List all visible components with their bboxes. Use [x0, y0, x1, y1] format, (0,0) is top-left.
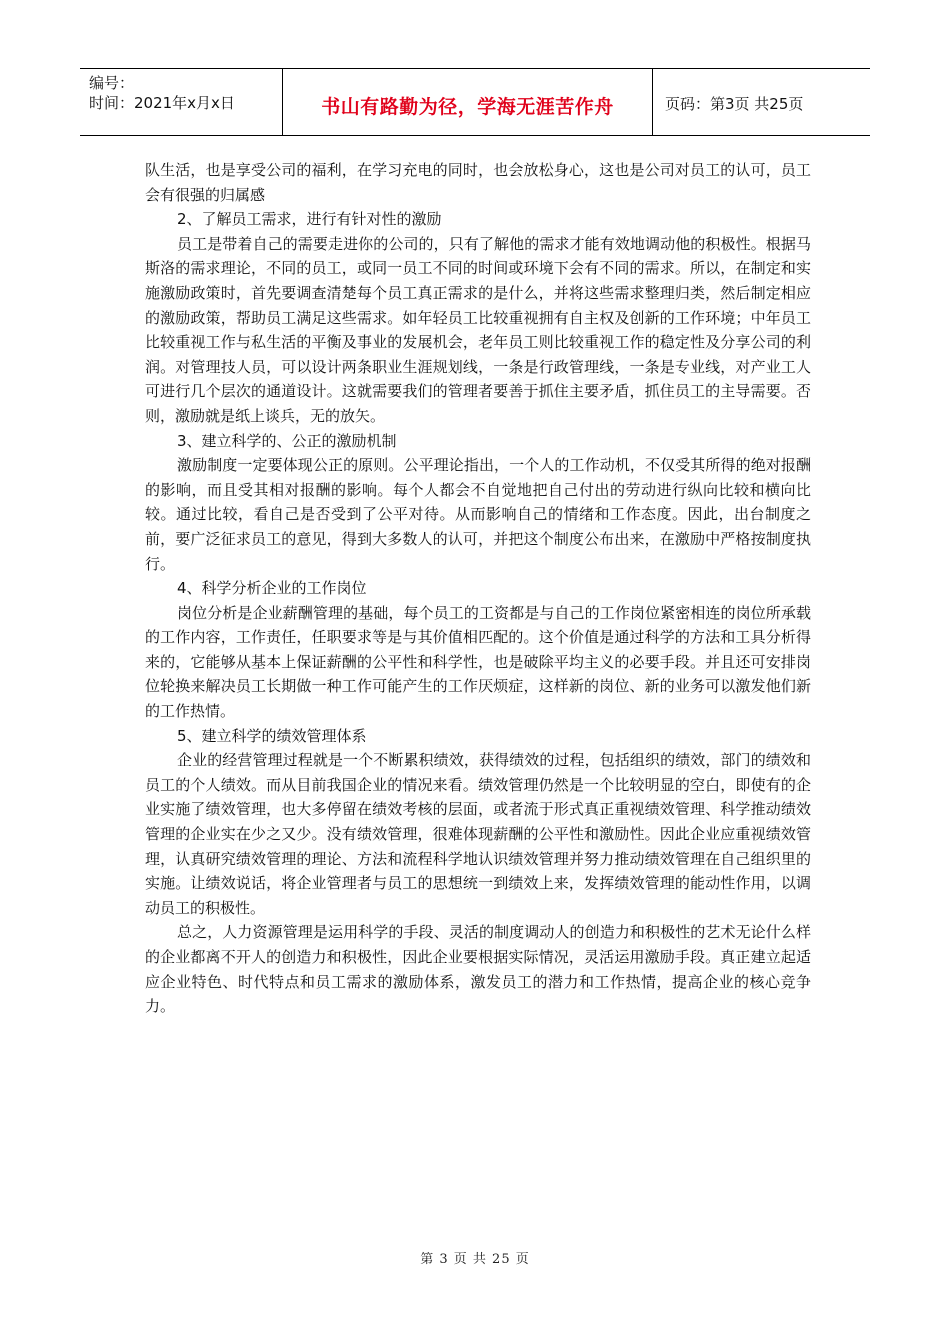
header-meta — [80, 69, 283, 135]
paragraph: 岗位分析是企业薪酬管理的基础，每个员工的工资都是与自己的工作岗位紧密相连的岗位所承载的工作内容，工作责任，任职要求等是与其价值相匹配的。这个价值是通过科学的方法和工具分析得来的，它能够从基本上保证薪酬的公平性和科学性，也是破除平均主义的必要手段。并且还可安排岗位轮换来解决员工长期做一种工作可能产生的工作厌烦症，这样新的岗位、新的业务可以激发他们新的工作热情。 — [145, 603, 811, 721]
header-motto: 书山有路勤为径，学海无涯苦作舟 — [283, 69, 653, 135]
document-body — [145, 158, 811, 1019]
paragraph: 队生活，也是享受公司的福利，在学习充电的同时，也会放松身心，这也是公司对员工的认可，员工会有很强的归属感 — [145, 161, 811, 204]
time-label: 时间：2021年x月x日 — [89, 94, 235, 112]
section-heading: 4、科学分析企业的工作岗位 — [177, 579, 367, 598]
paragraph: 总之，人力资源管理是运用科学的手段、灵活的制度调动人的创造力和积极性的艺术无论什么样的企业都离不开人的创造力和积极性，因此企业要根据实际情况，灵活运用激励手段。真正建立起适应企业特色、时代特点和员工需求的激励体系，激发员工的潜力和工作热情，提高企业的核心竞争力。 — [145, 923, 811, 1016]
paragraph: 企业的经营管理过程就是一个不断累积绩效，获得绩效的过程，包括组织的绩效，部门的绩效和员工的个人绩效。而从目前我国企业的情况来看。绩效管理仍然是一个比较明显的空白，即使有的企业实施了绩效管理，也大多停留在绩效考核的层面，或者流于形式真正重视绩效管理、科学推动绩效管理的企业实在少之又少。没有绩效管理，很难体现薪酬的公平性和激励性。因此企业应重视绩效管理，认真研究绩效管理的理论、方法和流程科学地认识绩效管理并努力推动绩效管理在自己组织里的实施。让绩效说话，将企业管理者与员工的思想统一到绩效上来，发挥绩效管理的能动性作用，以调动员工的积极性。 — [145, 751, 811, 917]
section-heading: 5、建立科学的绩效管理体系 — [177, 726, 367, 745]
section-heading: 3、建立科学的、公正的激励机制 — [177, 431, 397, 450]
header-page-info: 页码：第3页 共25页 — [665, 94, 804, 113]
page-footer: 第 3 页 共 25 页 — [420, 1252, 530, 1267]
page-header — [80, 68, 870, 136]
paragraph: 员工是带着自己的需要走进你的公司的，只有了解他的需求才能有效地调动他的积极性。根据马斯洛的需求理论，不同的员工，或同一员工不同的时间或环境下会有不同的需求。所以，在制定和实施激励政策时，首先要调查清楚每个员工真正需求的是什么，并将这些需求整理归类，然后制定相应的激励政策，帮助员工满足这些需求。如年轻员工比较重视拥有自主权及创新的工作环境；中年员工比较重视工作与私生活的平衡及事业的发展机会，老年员工则比较重视工作的稳定性及分享公司的利润。对管理技人员，可以设计两条职业生涯规划线，一条是行政管理线，一条是专业线，对产业工人可进行几个层次的通道设计。这就需要我们的管理者要善于抓住主要矛盾，抓住员工的主导需要。否则，激励就是纸上谈兵，无的放矢。 — [145, 234, 811, 425]
section-heading: 2、了解员工需求，进行有针对性的激励 — [177, 210, 442, 229]
paragraph: 激励制度一定要体现公正的原则。公平理论指出，一个人的工作动机，不仅受其所得的绝对报酬的影响，而且受其相对报酬的影响。每个人都会不自觉地把自己付出的劳动进行纵向比较和横向比较。通过比较，看自己是否受到了公平对待。从而影响自己的情绪和工作态度。因此，出台制度之前，要广泛征求员工的意见，得到大多数人的认可，并把这个制度公布出来，在激励中严格按制度执行。 — [145, 456, 811, 573]
code-label: 编号： — [89, 74, 135, 92]
